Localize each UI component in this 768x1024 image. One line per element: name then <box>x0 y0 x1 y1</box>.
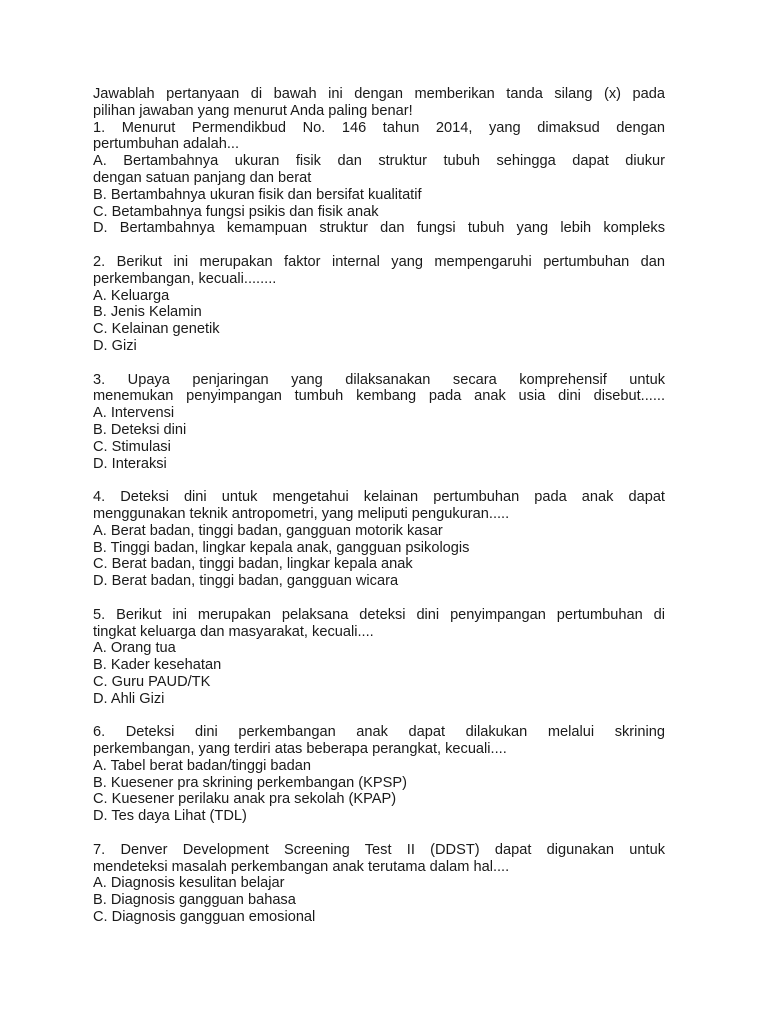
answer-option-a: A. Orang tua <box>93 640 176 657</box>
question-stem: 1. Menurut Permendikbud No. 146 tahun 2014, yang dimaksud dengan <box>93 119 665 136</box>
answer-option-a-continued: dengan satuan panjang dan berat <box>93 169 312 186</box>
answer-option-c: C. Betambahnya fungsi psikis dan fisik anak <box>93 203 379 220</box>
answer-option-c: C. Kuesener perilaku anak pra sekolah (KPAP) <box>93 791 397 808</box>
question-stem: 4. Deteksi dini untuk mengetahui kelainan pertumbuhan pada anak dapat <box>93 489 665 506</box>
answer-option-d: D. Bertambahnya kemampuan struktur dan fungsi tubuh yang lebih kompleks <box>93 220 665 237</box>
answer-option-c: C. Berat badan, tinggi badan, lingkar kepala anak <box>93 556 413 573</box>
question-7 <box>93 842 665 926</box>
instructions-line-1: Jawablah pertanyaan di bawah ini dengan memberikan tanda silang (x) pada <box>93 86 665 102</box>
answer-option-d: D. Tes daya Lihat (TDL) <box>93 808 247 825</box>
question-1 <box>93 120 665 238</box>
answer-option-b: B. Jenis Kelamin <box>93 304 202 321</box>
question-stem: 7. Denver Development Screening Test II (DDST) dapat digunakan untuk <box>93 841 665 858</box>
answer-option-c: C. Guru PAUD/TK <box>93 673 211 690</box>
answer-option-d: D. Berat badan, tinggi badan, gangguan wicara <box>93 573 399 590</box>
answer-option-a: A. Bertambahnya ukuran fisik dan struktur tubuh sehingga dapat diukur <box>93 153 665 170</box>
answer-option-c: C. Kelainan genetik <box>93 321 220 338</box>
question-stem: perkembangan, yang terdiri atas beberapa perangkat, kecuali.... <box>93 741 507 758</box>
answer-option-a: A. Tabel berat badan/tinggi badan <box>93 757 312 774</box>
answer-option-d: D. Ahli Gizi <box>93 690 165 707</box>
question-2 <box>93 254 665 355</box>
question-5 <box>93 607 665 708</box>
answer-option-d: D. Interaksi <box>93 455 167 472</box>
answer-option-d: D. Gizi <box>93 337 137 354</box>
answer-option-b: B. Diagnosis gangguan bahasa <box>93 892 296 909</box>
question-stem: pertumbuhan adalah... <box>93 136 240 153</box>
question-stem: 5. Berikut ini merupakan pelaksana deteksi dini penyimpangan pertumbuhan di <box>93 606 665 623</box>
instructions-line-2: pilihan jawaban yang menurut Anda paling benar! <box>93 102 413 119</box>
answer-option-b: B. Tinggi badan, lingkar kepala anak, gangguan psikologis <box>93 539 470 556</box>
question-stem: perkembangan, kecuali........ <box>93 270 277 287</box>
question-6 <box>93 724 665 825</box>
question-stem: 3. Upaya penjaringan yang dilaksanakan secara komprehensif untuk <box>93 371 665 388</box>
question-stem: menemukan penyimpangan tumbuh kembang pada anak usia dini disebut...... <box>93 388 665 405</box>
answer-option-c: C. Stimulasi <box>93 438 171 455</box>
answer-option-a: A. Berat badan, tinggi badan, gangguan motorik kasar <box>93 522 443 539</box>
answer-option-a: A. Keluarga <box>93 287 170 304</box>
answer-option-b: B. Kuesener pra skrining perkembangan (KPSP) <box>93 774 407 791</box>
question-stem: 2. Berikut ini merupakan faktor internal yang mempengaruhi pertumbuhan dan <box>93 253 665 270</box>
question-4 <box>93 489 665 590</box>
answer-option-b: B. Kader kesehatan <box>93 657 222 674</box>
exam-document <box>93 86 665 926</box>
answer-option-c: C. Diagnosis gangguan emosional <box>93 909 316 926</box>
answer-option-a: A. Intervensi <box>93 405 175 422</box>
question-stem: mendeteksi masalah perkembangan anak terutama dalam hal.... <box>93 858 510 875</box>
answer-option-b: B. Bertambahnya ukuran fisik dan bersifat kualitatif <box>93 186 422 203</box>
question-3 <box>93 372 665 473</box>
answer-option-b: B. Deteksi dini <box>93 421 187 438</box>
question-stem: menggunakan teknik antropometri, yang meliputi pengukuran..... <box>93 505 510 522</box>
answer-option-a: A. Diagnosis kesulitan belajar <box>93 875 285 892</box>
question-stem: 6. Deteksi dini perkembangan anak dapat dilakukan melalui skrining <box>93 724 665 741</box>
question-stem: tingkat keluarga dan masyarakat, kecuali.... <box>93 623 374 640</box>
